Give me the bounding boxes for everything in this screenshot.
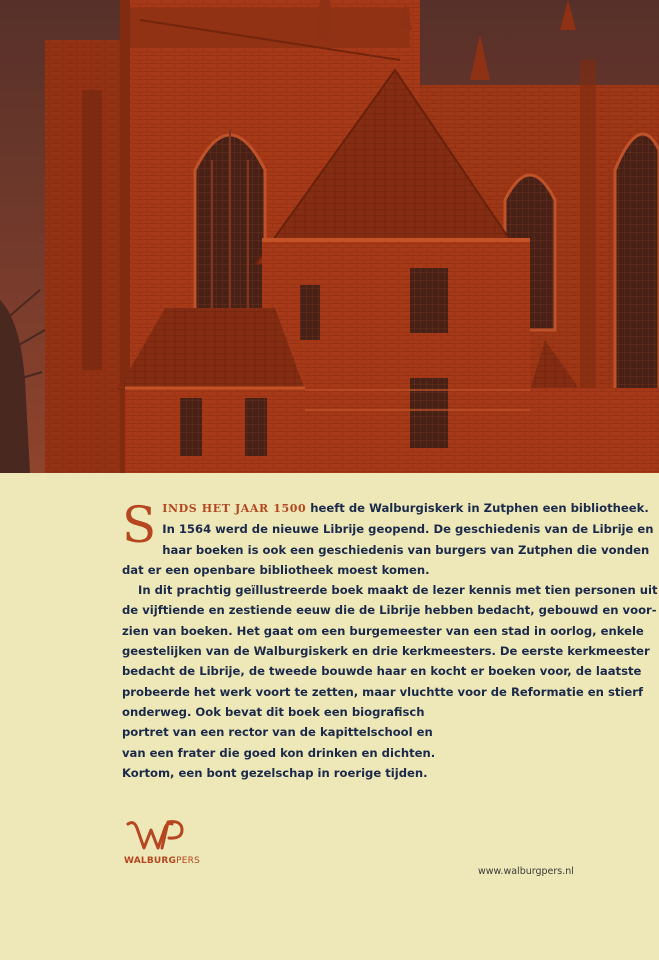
blurb-line: In 1564 werd de nieuwe Librije geopend. De geschiedenis van de Librije en: [162, 522, 654, 537]
paragraph-1: [122, 496, 654, 580]
publisher-logo: [124, 818, 200, 866]
blurb-line: In dit prachtig geïllustreerde boek maakt de lezer kennis met tien personen uit: [138, 583, 658, 598]
blurb-line: probeerde het werk voort te zetten, maar vluchtte voor de Reformatie en stierf: [122, 684, 643, 699]
blurb-line: de vijftiende en zestiende eeuw die de Librije hebben bedacht, gebouwd en voor-: [122, 603, 657, 618]
blurb-line: onderweg. Ook bevat dit boek een biografisch: [122, 704, 425, 719]
walburgpers-logo-icon: [124, 818, 186, 854]
church-photo: [0, 0, 659, 473]
publisher-name-bold: WALBURG: [124, 856, 177, 866]
blurb-line: Kortom, een bont gezelschap in roerige tijden.: [122, 765, 428, 780]
blurb-line: [122, 498, 649, 519]
publisher-url: www.walburgpers.nl: [478, 866, 574, 877]
publisher-name: [124, 856, 200, 866]
blurb-line: zien van boeken. Het gaat om een burgemeester van een stad in oorlog, enkele: [122, 623, 644, 638]
blurb-line: van een frater die goed kon drinken en dichten.: [122, 745, 436, 760]
blurb-line: dat er een openbare bibliotheek moest komen.: [122, 562, 430, 577]
lead-in: INDS HET JAAR 1500: [162, 502, 307, 515]
paragraph-2: [122, 580, 658, 783]
blurb-line: portret van een rector van de kapittelschool en: [122, 725, 433, 740]
blurb-line: geestelijken van de Walburgiskerk en drie kerkmeesters. De eerste kerkmeester: [122, 644, 650, 659]
blurb-text: heeft de Walburgiskerk in Zutphen een bibliotheek.: [306, 501, 649, 515]
publisher-name-light: PERS: [176, 856, 200, 866]
back-cover-blurb: [122, 496, 658, 783]
drop-cap: S: [122, 496, 157, 554]
blurb-line: bedacht de Librije, de tweede bouwde haar en kocht er boeken voor, de laatste: [122, 664, 642, 679]
blurb-line: haar boeken is ook een geschiedenis van burgers van Zutphen die vonden: [162, 542, 650, 557]
